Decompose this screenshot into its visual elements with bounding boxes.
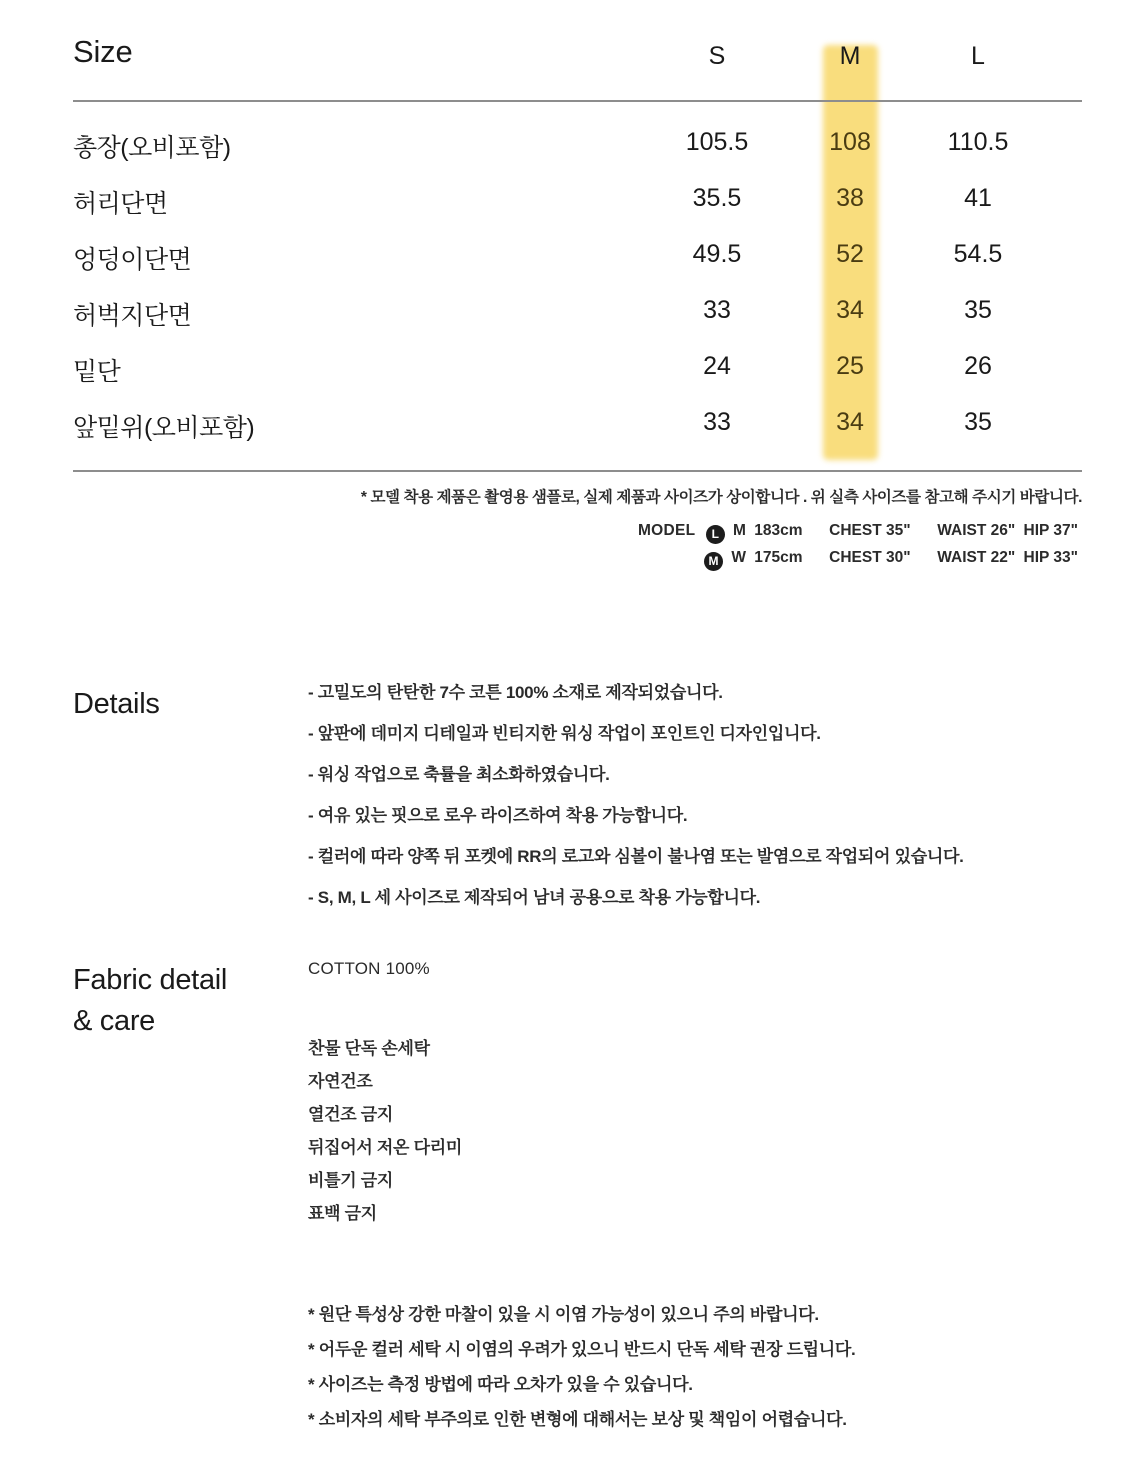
model-note-section bbox=[73, 486, 1082, 572]
cell-s: 33 bbox=[703, 296, 731, 324]
cell-m: 25 bbox=[836, 352, 864, 380]
care-line: 뒤집어서 저온 다리미 bbox=[308, 1138, 462, 1157]
cell-l: 41 bbox=[964, 184, 992, 212]
cell-m: 34 bbox=[836, 296, 864, 324]
model-hip: HIP 33" bbox=[1023, 549, 1078, 567]
caution-line: * 소비자의 세탁 부주의로 인한 변형에 대해서는 보상 및 책임이 어렵습니다. bbox=[308, 1410, 847, 1429]
detail-line: - S, M, L 세 사이즈로 제작되어 남녀 공용으로 착용 가능합니다. bbox=[308, 888, 761, 907]
caution-line: * 어두운 컬러 세탁 시 이염의 우려가 있으니 반드시 단독 세탁 권장 드립니다. bbox=[308, 1340, 856, 1359]
table-row bbox=[73, 240, 1082, 296]
care-line: 자연건조 bbox=[308, 1072, 373, 1091]
cell-l: 35 bbox=[964, 408, 992, 436]
cell-s: 24 bbox=[703, 352, 731, 380]
model-waist: WAIST 26" bbox=[937, 522, 1016, 540]
column-header-m: M bbox=[839, 42, 861, 70]
care-line: 열건조 금지 bbox=[308, 1105, 394, 1124]
cell-l: 26 bbox=[964, 352, 992, 380]
model-height: 175cm bbox=[754, 549, 803, 567]
model-height: 183cm bbox=[754, 522, 803, 540]
cell-m: 52 bbox=[836, 240, 864, 268]
model-chest: CHEST 35" bbox=[829, 522, 911, 540]
model-prefix-label: MODEL bbox=[637, 522, 696, 540]
cell-s: 49.5 bbox=[692, 240, 742, 268]
cell-l: 35 bbox=[964, 296, 992, 324]
details-body bbox=[308, 684, 1082, 906]
model-waist: WAIST 22" bbox=[937, 549, 1016, 567]
size-title: Size bbox=[73, 34, 133, 69]
size-table-header bbox=[73, 28, 1082, 100]
table-row bbox=[73, 128, 1082, 184]
table-rule-bottom bbox=[73, 470, 1082, 472]
cell-m: 34 bbox=[836, 408, 864, 436]
fabric-body bbox=[308, 960, 1082, 1222]
row-label: 허리단면 bbox=[73, 190, 168, 218]
size-badge-icon: M bbox=[704, 552, 723, 571]
cell-s: 33 bbox=[703, 408, 731, 436]
table-rule-top bbox=[73, 100, 1082, 102]
cell-l: 54.5 bbox=[953, 240, 1003, 268]
size-table-body bbox=[73, 128, 1082, 464]
model-gender: M bbox=[733, 522, 746, 540]
detail-line: - 여유 있는 핏으로 로우 라이즈하여 착용 가능합니다. bbox=[308, 806, 688, 825]
care-instructions-list bbox=[308, 1040, 1082, 1222]
column-header-l: L bbox=[971, 42, 985, 70]
cell-l: 110.5 bbox=[947, 128, 1009, 156]
row-label: 앞밑위(오비포함) bbox=[73, 414, 255, 442]
table-row bbox=[73, 296, 1082, 352]
model-disclaimer: * 모델 착용 제품은 촬영용 샘플로, 실제 제품과 사이즈가 상이합니다 . 위 실측 사이즈를 참고해 주시기 바랍니다. bbox=[360, 489, 1082, 506]
fabric-composition: COTTON 100% bbox=[308, 959, 430, 978]
cell-m: 38 bbox=[836, 184, 864, 212]
caution-section bbox=[308, 1306, 1082, 1428]
model-gender: W bbox=[731, 549, 746, 567]
row-label: 엉덩이단면 bbox=[73, 246, 192, 274]
model-hip: HIP 37" bbox=[1023, 522, 1078, 540]
row-label: 밑단 bbox=[73, 358, 121, 386]
detail-line: - 워싱 작업으로 축률을 최소화하였습니다. bbox=[308, 765, 610, 784]
caution-line: * 사이즈는 측정 방법에 따라 오차가 있을 수 있습니다. bbox=[308, 1375, 693, 1394]
row-label: 총장(오비포함) bbox=[73, 134, 231, 162]
cell-s: 105.5 bbox=[685, 128, 749, 156]
column-header-s: S bbox=[708, 42, 726, 70]
size-badge-icon: L bbox=[706, 525, 725, 544]
fabric-title-line1: Fabric detail bbox=[73, 964, 228, 996]
fabric-title bbox=[73, 960, 303, 1042]
fabric-title-line2: & care bbox=[73, 1005, 156, 1038]
table-row bbox=[73, 408, 1082, 464]
care-line: 비틀기 금지 bbox=[308, 1171, 394, 1190]
table-row bbox=[73, 352, 1082, 408]
cell-s: 35.5 bbox=[692, 184, 742, 212]
details-title: Details bbox=[73, 688, 160, 720]
caution-line: * 원단 특성상 강한 마찰이 있을 시 이염 가능성이 있으니 주의 바랍니다. bbox=[308, 1305, 819, 1324]
detail-line: - 앞판에 데미지 디테일과 빈티지한 워싱 작업이 포인트인 디자인입니다. bbox=[308, 724, 821, 743]
detail-line: - 고밀도의 탄탄한 7수 코튼 100% 소재로 제작되었습니다. bbox=[308, 683, 723, 702]
care-line: 찬물 단독 손세탁 bbox=[308, 1039, 430, 1058]
table-row bbox=[73, 184, 1082, 240]
model-row-1 bbox=[73, 517, 1082, 544]
cell-m: 108 bbox=[829, 128, 871, 156]
size-table-section bbox=[73, 28, 1082, 442]
model-row-2 bbox=[73, 544, 1082, 571]
care-line: 표백 금지 bbox=[308, 1204, 377, 1223]
model-chest: CHEST 30" bbox=[829, 549, 911, 567]
row-label: 허벅지단면 bbox=[73, 302, 192, 330]
detail-line: - 컬러에 따라 양쪽 뒤 포켓에 RR의 로고와 심볼이 불나염 또는 발염으로 작업되어 있습니다. bbox=[308, 847, 964, 866]
